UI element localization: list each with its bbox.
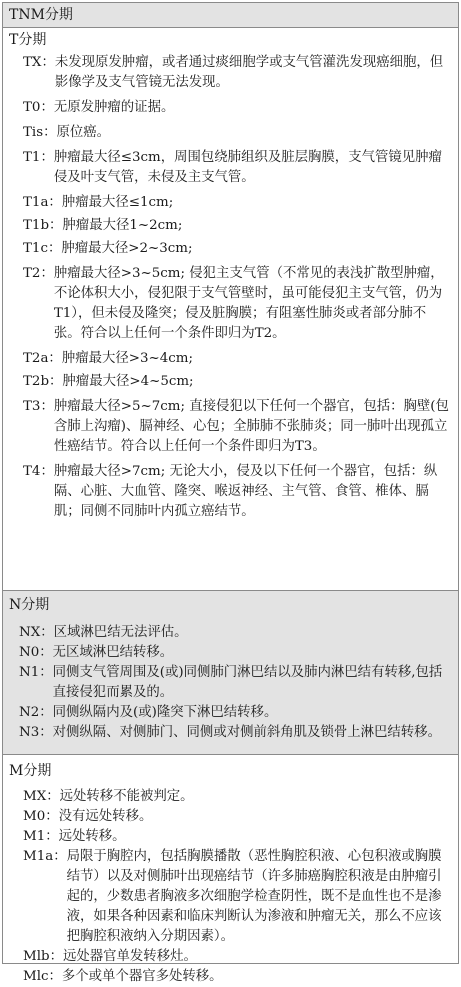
stage-item-t2a bbox=[3, 349, 458, 369]
stage-item-t2b bbox=[3, 372, 458, 392]
stage-code: T1c： bbox=[23, 241, 62, 256]
stage-description: 肿瘤最大径>7cm; 无论大小，侵及以下任何一个器官，包括：纵隔、心脏、大血管、隆突、喉返神经、主气管、食管、椎体、膈肌；同侧不同肺叶内孤立癌结节。 bbox=[53, 464, 438, 519]
stage-item-m0 bbox=[3, 807, 458, 827]
stage-item-t1c bbox=[3, 239, 458, 259]
stage-code: Mlc： bbox=[23, 969, 62, 984]
stage-code: T1： bbox=[23, 150, 54, 165]
stage-description: 远处器官单发转移灶。 bbox=[62, 949, 197, 964]
stage-code: T1b： bbox=[23, 218, 63, 233]
stage-item-m1c bbox=[3, 967, 458, 987]
stage-code: T2b： bbox=[23, 374, 63, 389]
stage-item-nx bbox=[3, 623, 458, 643]
stage-code: TX： bbox=[23, 55, 55, 70]
stage-description: 远处转移不能被判定。 bbox=[59, 789, 194, 804]
stage-code: N3： bbox=[19, 725, 53, 740]
stage-description: 局限于胸腔内，包括胸膜播散（恶性胸腔积液、心包积液或胸膜结节）以及对侧肺叶出现癌结节（许多肺癌胸腔积液是由肿瘤引起的，少数患者胸液多次细胞学检查阴性，既不是血性也不是渗液，如果各种因素和临床判断认为渗液和肿瘤无关，那么不应该把胸腔积液纳入分期因素）。 bbox=[66, 849, 442, 944]
stage-item-tx bbox=[3, 53, 458, 93]
stage-code: N2： bbox=[19, 705, 53, 720]
stage-code: Tis： bbox=[23, 125, 57, 140]
m-section-title: M分期 bbox=[9, 763, 52, 779]
stage-code: T0： bbox=[23, 100, 54, 115]
n-section-title: N分期 bbox=[9, 597, 50, 613]
stage-item-t0 bbox=[3, 98, 458, 118]
stage-description: 肿瘤最大径>3~4cm; bbox=[61, 351, 193, 366]
stage-description: 远处转移。 bbox=[58, 829, 126, 844]
stage-description: 没有远处转移。 bbox=[58, 809, 153, 824]
stage-item-n0 bbox=[3, 643, 458, 663]
stage-item-n3 bbox=[3, 723, 458, 743]
stage-item-t4 bbox=[3, 462, 458, 522]
stage-code: NX： bbox=[19, 625, 54, 640]
stage-item-mx bbox=[3, 787, 458, 807]
t-stage-section bbox=[3, 28, 458, 590]
stage-description: 无原发肿瘤的证据。 bbox=[53, 100, 175, 115]
t-section-title: T分期 bbox=[9, 32, 47, 48]
stage-code: MX： bbox=[23, 789, 60, 804]
stage-item-tis bbox=[3, 123, 458, 143]
stage-item-t1b bbox=[3, 216, 458, 236]
tnm-staging-document bbox=[2, 2, 459, 984]
stage-description: 未发现原发肿瘤，或者通过痰细胞学或支气管灌洗发现癌细胞，但影像学及支气管镜无法发现。 bbox=[54, 55, 444, 90]
stage-item-n1 bbox=[3, 663, 458, 703]
stage-code: T4： bbox=[23, 464, 54, 479]
stage-description: 同侧支气管周围及(或)同侧肺门淋巴结以及肺内淋巴结有转移,包括直接侵犯而累及的。 bbox=[52, 665, 443, 700]
stage-code: T2： bbox=[23, 266, 54, 281]
stage-code: T2a： bbox=[23, 351, 62, 366]
stage-code: Mlb： bbox=[23, 949, 63, 964]
stage-description: 肿瘤最大径>5~7cm; 直接侵犯以下任何一个器官，包括：胸壁(包含肺上沟瘤)、膈神经、心包；全肺肺不张肺炎；同一肺叶出现孤立性癌结节。符合以上任何一个条件即归为T3。 bbox=[53, 399, 449, 454]
stage-description: 肿瘤最大径>4~5cm; bbox=[62, 374, 194, 389]
stage-code: N0： bbox=[19, 645, 53, 660]
stage-item-t1a bbox=[3, 193, 458, 213]
stage-item-t2 bbox=[3, 264, 458, 344]
document-header bbox=[3, 3, 458, 28]
stage-description: 多个或单个器官多处转移。 bbox=[61, 969, 223, 984]
stage-code: T3： bbox=[23, 399, 54, 414]
document-title: TNM分期 bbox=[9, 7, 73, 23]
stage-description: 肿瘤最大径1~2cm; bbox=[62, 218, 183, 233]
stage-description: 肿瘤最大径≤1cm; bbox=[61, 195, 174, 210]
stage-code: M0： bbox=[23, 809, 59, 824]
stage-code: N1： bbox=[19, 665, 53, 680]
stage-code: M1： bbox=[23, 829, 59, 844]
stage-description: 肿瘤最大径≤3cm，周围包绕肺组织及脏层胸膜，支气管镜见肿瘤侵及叶支气管，未侵及主支气管。 bbox=[53, 150, 442, 185]
stage-code: M1a： bbox=[23, 849, 67, 864]
stage-description: 原位癌。 bbox=[56, 125, 111, 140]
stage-code: T1a： bbox=[23, 195, 62, 210]
n-stage-section bbox=[3, 590, 458, 755]
stage-item-t3 bbox=[3, 397, 458, 457]
stage-item-m1a bbox=[3, 847, 458, 947]
stage-description: 区域淋巴结无法评估。 bbox=[53, 625, 188, 640]
stage-description: 无区域淋巴结转移。 bbox=[52, 645, 174, 660]
stage-description: 肿瘤最大径>3~5cm; 侵犯主支气管（不常见的表浅扩散型肿瘤，不论体积大小，侵犯限于支气管壁时，虽可能侵犯主支气管，仍为T1），但未侵及隆突；侵及脏胸膜；有阻塞性肺炎或者部分肺不张。符合以上任何一个条件即归为T2。 bbox=[53, 266, 444, 341]
m-stage-section bbox=[3, 755, 458, 987]
stage-description: 对侧纵隔、对侧肺门、同侧或对侧前斜角肌及锁骨上淋巴结转移。 bbox=[52, 725, 441, 740]
stage-description: 肿瘤最大径>2~3cm; bbox=[61, 241, 193, 256]
stage-item-n2 bbox=[3, 703, 458, 723]
stage-item-t1 bbox=[3, 148, 458, 188]
stage-description: 同侧纵隔内及(或)隆突下淋巴结转移。 bbox=[52, 705, 278, 720]
stage-item-m1b bbox=[3, 947, 458, 967]
stage-item-m1 bbox=[3, 827, 458, 847]
